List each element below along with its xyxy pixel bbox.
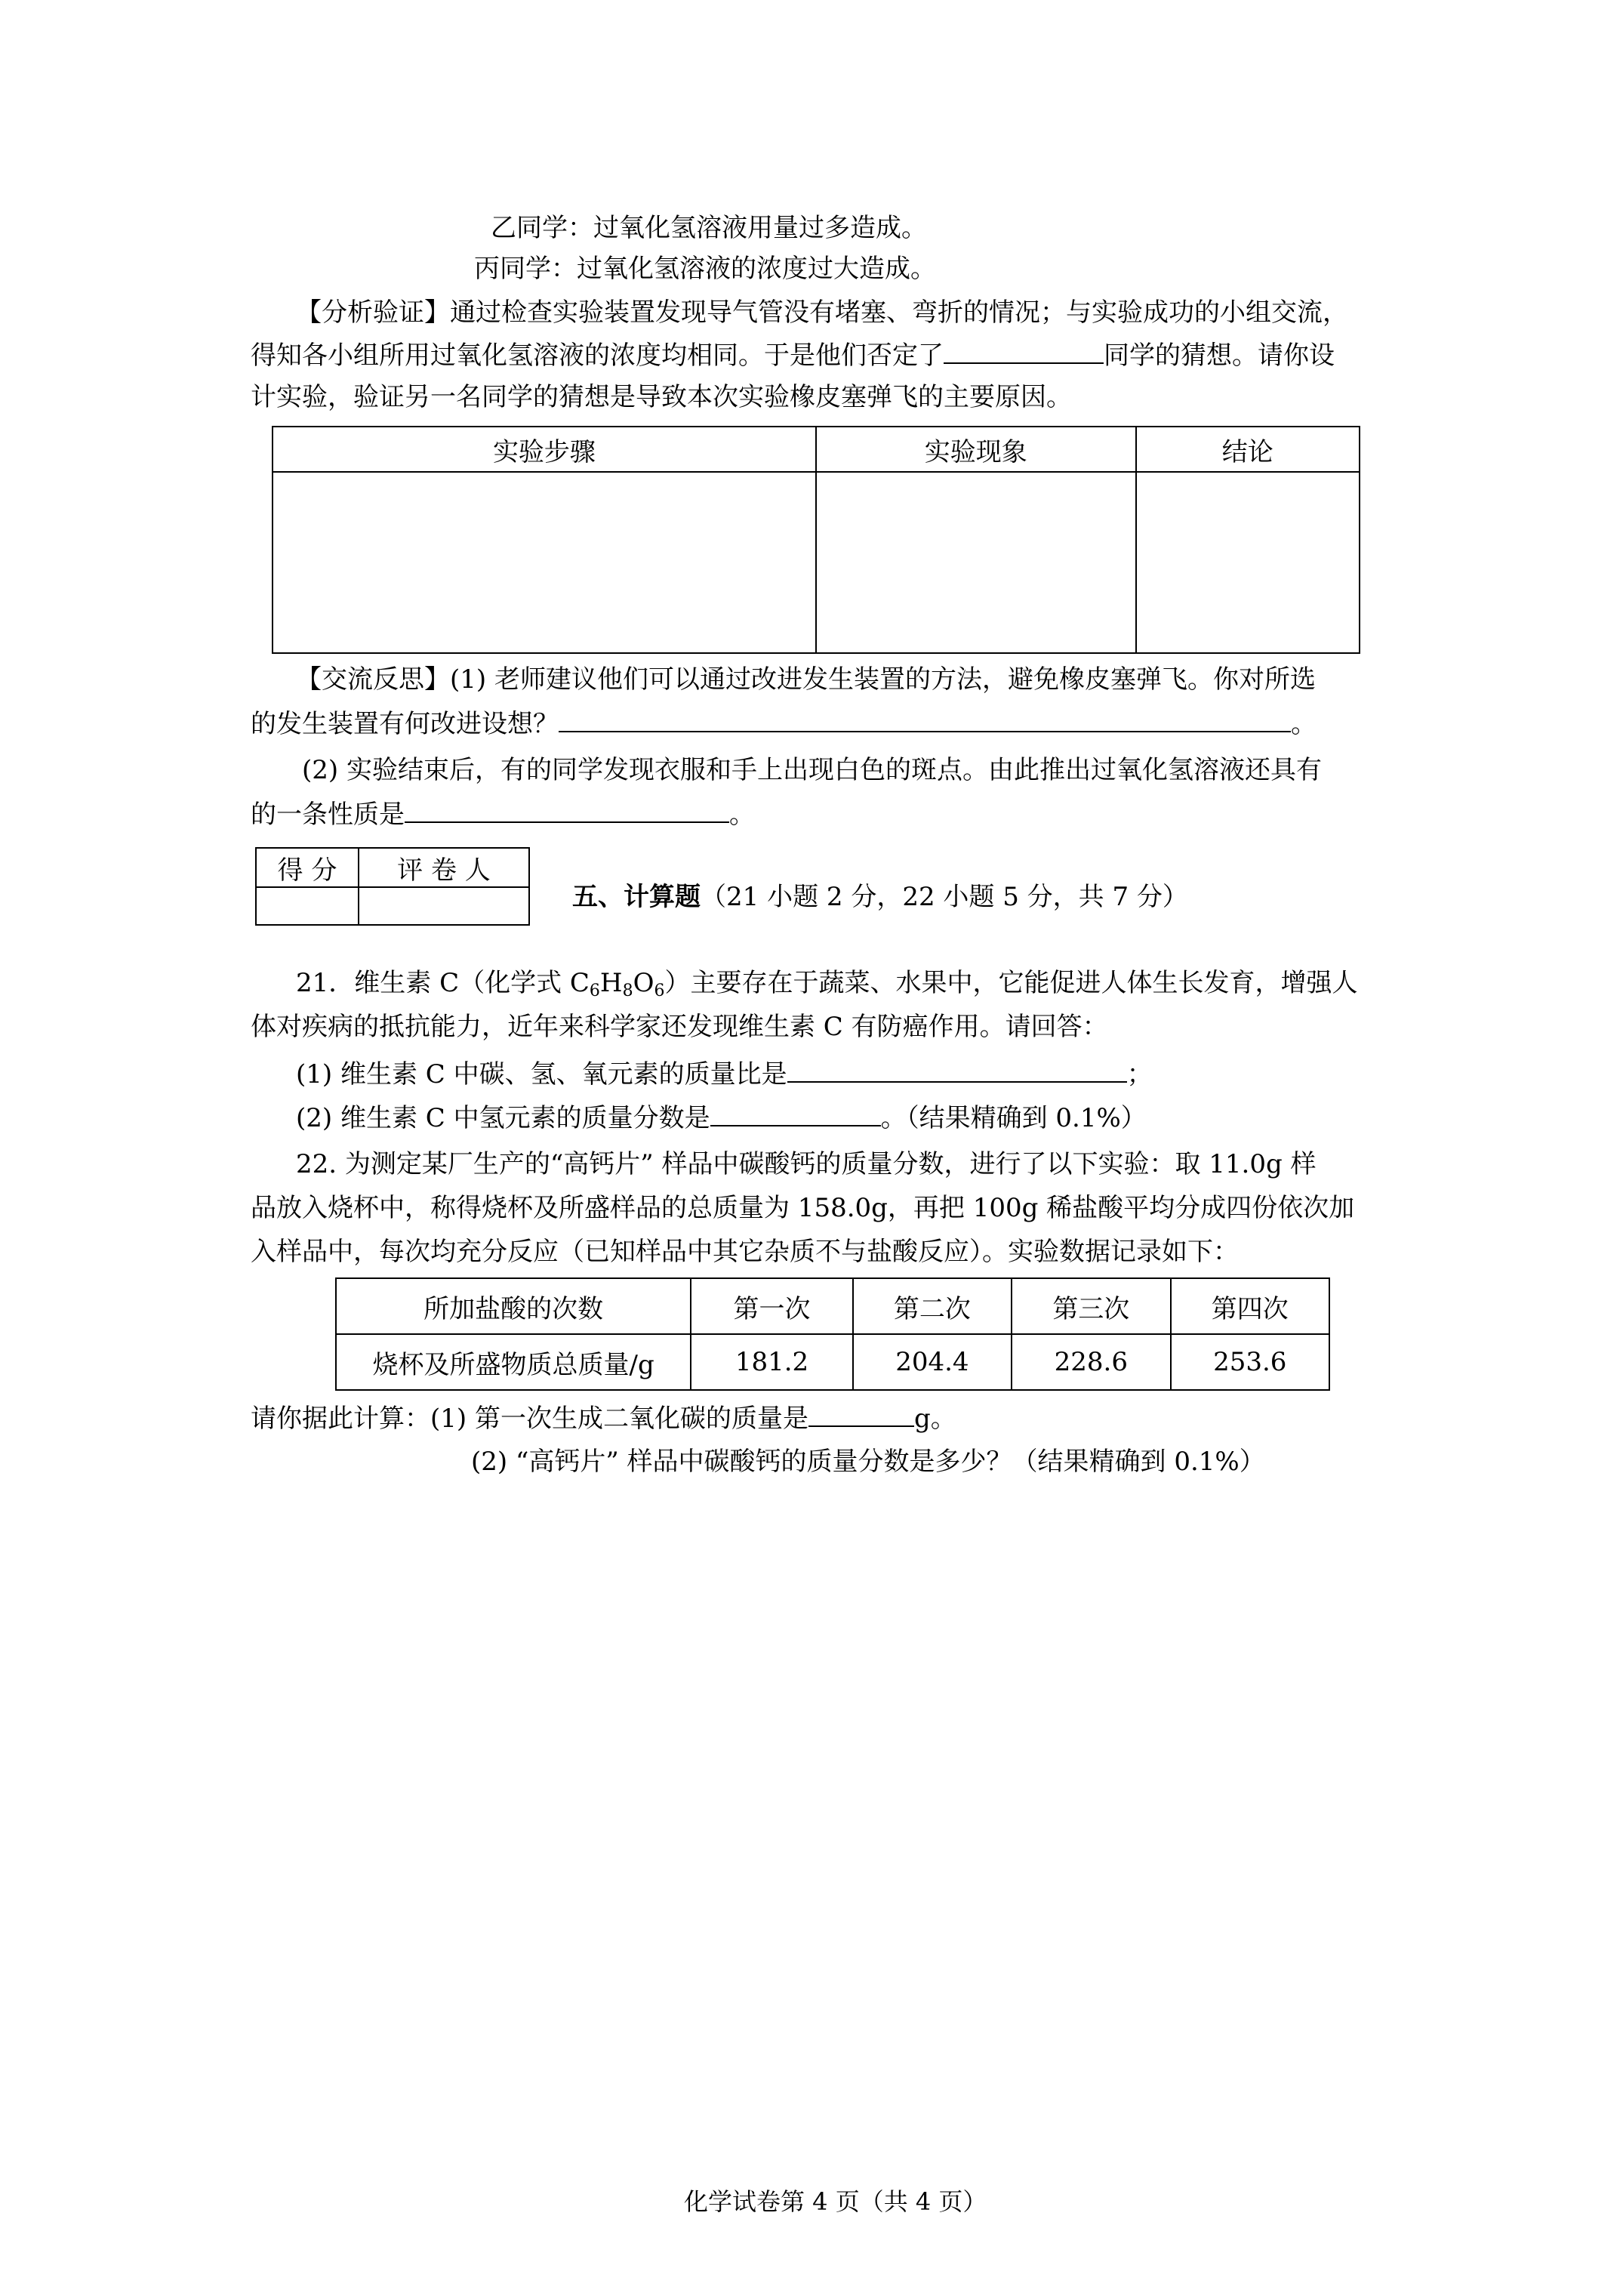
q22-data-table	[335, 1277, 1330, 1391]
score-label: 得 分	[256, 848, 359, 887]
table-row	[336, 1334, 1329, 1390]
analysis-line-1: 【分析验证】通过检查实验装置发现导气管没有堵塞、弯折的情况；与实验成功的小组交流，	[296, 297, 1348, 328]
q22-text-calc1a: 请你据此计算：(1) 第一次生成二氧化碳的质量是	[251, 1404, 808, 1434]
table-header-trial-3: 第三次	[1012, 1278, 1170, 1334]
q22-calc-2: (2) “高钙片” 样品中碳酸钙的质量分数是多少？（结果精确到 0.1%）	[471, 1447, 1265, 1477]
q21-text-p1a: (1) 维生素 C 中碳、氢、氧元素的质量比是	[296, 1059, 787, 1089]
table-header-label: 所加盐酸的次数	[336, 1278, 691, 1334]
analysis-line-2	[251, 340, 1335, 371]
q22-calc-1	[251, 1403, 956, 1434]
table-value-4: 253.6	[1171, 1334, 1329, 1390]
reflection-text-2b: 。	[1291, 709, 1317, 739]
reflection-text-4a: 的一条性质是	[251, 800, 405, 830]
blank-hydrogen-fraction[interactable]	[710, 1102, 881, 1126]
q21-text-p2a: (2) 维生素 C 中氢元素的质量分数是	[296, 1103, 710, 1133]
analysis-text-2b: 同学的猜想。请你设	[1104, 341, 1335, 371]
experiment-table	[272, 426, 1360, 654]
table-header-trial-4: 第四次	[1171, 1278, 1329, 1334]
formula-o: O	[633, 968, 654, 998]
analysis-text-2a: 得知各小组所用过氧化氢溶液的浓度均相同。于是他们否定了	[251, 341, 944, 371]
header-conclusion: 结论	[1136, 427, 1360, 472]
reflection-line-2	[251, 708, 1317, 739]
q22-line-2: 品放入烧杯中，称得烧杯及所盛样品的总质量为 158.0g，再把 100g 稀盐酸平均分成四份依次加	[251, 1193, 1355, 1223]
q21-line-2: 体对疾病的抵抗能力，近年来科学家还发现维生素 C 有防癌作用。请回答：	[251, 1012, 1108, 1042]
reflection-text-2a: 的发生装置有何改进设想？	[251, 709, 559, 739]
table-row-label: 烧杯及所盛物质总质量/g	[336, 1334, 691, 1390]
hypothesis-bing: 丙同学：过氧化氢溶液的浓度过大造成。	[474, 254, 936, 284]
q22-line-3: 入样品中，每次均充分反应（已知样品中其它杂质不与盐酸反应）。实验数据记录如下：	[251, 1237, 1239, 1267]
grader-label: 评 卷 人	[359, 848, 529, 887]
table-value-3: 228.6	[1012, 1334, 1170, 1390]
formula-sub-8: 8	[622, 982, 633, 1000]
header-steps: 实验步骤	[273, 427, 816, 472]
header-phenomena: 实验现象	[816, 427, 1136, 472]
q21-text-p1b: ；	[1126, 1059, 1153, 1089]
section-5-note: （21 小题 2 分，22 小题 5 分，共 7 分）	[701, 882, 1188, 912]
cell-steps-answer[interactable]	[273, 472, 816, 653]
analysis-line-3: 计实验，验证另一名同学的猜想是导致本次实验橡皮塞弹飞的主要原因。	[251, 382, 1072, 412]
q21-part-2	[296, 1102, 1147, 1133]
grader-input[interactable]	[359, 887, 529, 925]
reflection-line-1: 【交流反思】(1) 老师建议他们可以通过改进发生装置的方法，避免橡皮塞弹飞。你对所选	[296, 664, 1316, 695]
q21-text-1a: 21．维生素 C（化学式 C	[296, 968, 590, 998]
blank-mass-ratio[interactable]	[787, 1059, 1127, 1083]
blank-improvement[interactable]	[559, 708, 1291, 732]
page-footer: 化学试卷第 4 页（共 4 页）	[684, 2187, 987, 2216]
reflection-line-3: (2) 实验结束后，有的同学发现衣服和手上出现白色的斑点。由此推出过氧化氢溶液还具有	[302, 755, 1322, 785]
table-value-2: 204.4	[853, 1334, 1012, 1390]
cell-conclusion-answer[interactable]	[1136, 472, 1360, 653]
blank-co2-mass[interactable]	[808, 1403, 914, 1427]
hypothesis-yi: 乙同学：过氧化氢溶液用量过多造成。	[491, 213, 927, 243]
blank-rejected-student[interactable]	[944, 340, 1104, 364]
section-5-heading	[572, 882, 1188, 912]
q22-text-calc1b: g。	[913, 1404, 956, 1434]
q21-line-1	[296, 968, 1357, 1006]
score-box	[255, 847, 530, 926]
cell-phenomena-answer[interactable]	[816, 472, 1136, 653]
table-value-1: 181.2	[691, 1334, 852, 1390]
table-row	[336, 1278, 1329, 1334]
formula-h: H	[599, 968, 623, 998]
reflection-text-4b: 。	[729, 800, 755, 830]
reflection-line-4	[251, 799, 755, 830]
score-input[interactable]	[256, 887, 359, 925]
table-header-trial-2: 第二次	[853, 1278, 1012, 1334]
blank-property[interactable]	[405, 799, 729, 823]
formula-sub-6b: 6	[654, 982, 665, 1000]
section-5-title: 五、计算题	[572, 882, 701, 912]
formula-sub-6: 6	[589, 982, 600, 1000]
table-header-trial-1: 第一次	[691, 1278, 852, 1334]
q21-part-1	[296, 1059, 1153, 1089]
q21-text-1b: ）主要存在于蔬菜、水果中，它能促进人体生长发育，增强人	[664, 968, 1358, 998]
q21-text-p2b: 。（结果精确到 0.1%）	[880, 1103, 1147, 1133]
q22-line-1: 22. 为测定某厂生产的“高钙片” 样品中碳酸钙的质量分数，进行了以下实验：取 11.0g 样	[296, 1149, 1317, 1179]
